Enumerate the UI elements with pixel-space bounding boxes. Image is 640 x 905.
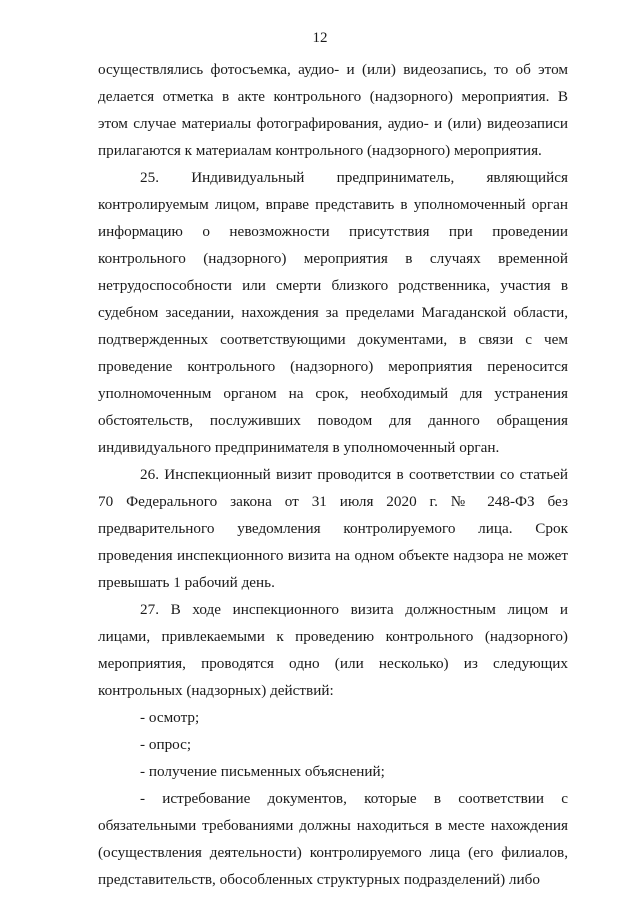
list-item-inspection: - осмотр; — [140, 709, 200, 726]
paragraph-25: 25. Индивидуальный предприниматель, являющийся контролируемым лицом, вправе представить в уполномоченный орган информацию о невозможности присутствия при проведении контрольного (надзорного) мероприятия в случаях временной нетрудоспособности или смерти близкого родственника, участия в судебном заседании, нахождения за пределами Магаданской области, подтвержденных соответствующими документами, в связи с чем проведение контрольного (надзорного) мероприятия переносится уполномоченным органом на срок, необходимый для устранения обстоятельств, послуживших поводом для данного обращения индивидуального предпринимателя в уполномоченный орган. — [98, 169, 568, 456]
paragraph-continuation: осуществлялись фотосъемка, аудио- и (или) видеозапись, то об этом делается отметка в акте контрольного (надзорного) мероприятия. В этом случае материалы фотографирования, аудио- и (или) видеозаписи прилагаются к материалам контрольного (надзорного) мероприятия. — [98, 61, 568, 159]
paragraph-27: 27. В ходе инспекционного визита должностным лицом и лицами, привлекаемыми к проведению контрольного (надзорного) мероприятия, проводятся одно (или несколько) из следующих контрольных (надзорных) действий: — [98, 601, 568, 699]
list-item-document-request: - истребование документов, которые в соответствии с обязательными требованиями должны находиться в месте нахождения (осуществления деятельности) контролируемого лица (его филиалов, представительств, обособленных структурных подразделений) либо — [98, 790, 568, 888]
list-item-written-explanations: - получение письменных объяснений; — [140, 763, 385, 780]
page-number: 12 — [312, 30, 328, 46]
list-item-survey: - опрос; — [140, 736, 192, 753]
paragraph-26: 26. Инспекционный визит проводится в соответствии со статьей 70 Федерального закона от 31 июля 2020 г. № 248-ФЗ без предварительного уведомления контролируемого лица. Срок проведения инспекционного визита на одном объекте надзора не может превышать 1 рабочий день. — [98, 466, 568, 591]
document-body — [98, 56, 568, 893]
